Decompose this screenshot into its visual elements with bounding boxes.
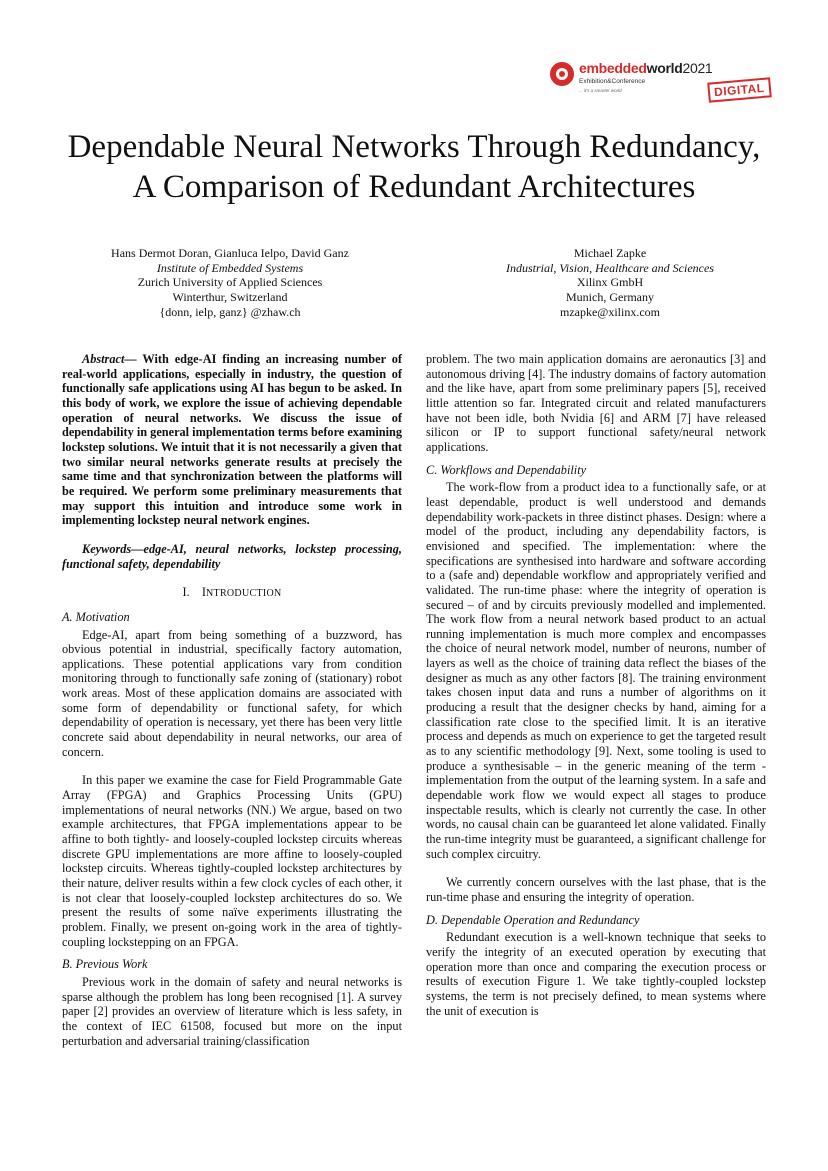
embedded-world-logo (548, 60, 768, 110)
author-institute: Industrial, Vision, Healthcare and Sciences (506, 260, 714, 275)
paragraph: The work-flow from a product idea to a functionally safe, or at least dependable, product is well understood and demands dependability work-packets in three distinct phases. Design: where a model of the product, including any dependability factors, is envisioned and specified. The implementation: where the specifications are synthesised into hardware and software according to a (safe and) dependable workflow and appropriately verified and validated. The run-time phase: where the integrity of operation is secured – of and by circuits previously modelled and implemented. The work flow from a neural network based product to an actual running implementation is much more complex and encompasses the choice of neural network model, number of neurons, number of layers as well as the choice of training data reflect the biases of the designer as much as any other factors [8]. The training environment takes chosen input data and runs a number of algorithms on it producing a result that the designer checks by hand, aiming for a classification rate close to the specified limit. It is an iterative process and depends as much on experience to get the targeted result as to any scientific methodology [9]. Next, some tooling is used to produce a synthesisable – in the generic meaning of the term - implementation from the output of the learning system. In a safe and dependable work flow we would expect all stages to produce inspectable results, which is clearly not currently the case. In other words, no causal chain can be guaranteed let alone validated. Finally the run-time integrity must be guaranteed, a significant challenge for such complex circuitry. (426, 480, 766, 861)
author-location: Munich, Germany (566, 290, 654, 305)
author-email: {donn, ielp, ganz} @zhaw.ch (159, 304, 301, 319)
digital-badge: DIGITAL (707, 77, 771, 102)
author-email: mzapke@xilinx.com (559, 304, 661, 319)
subsection-heading-workflows: C. Workflows and Dependability (426, 462, 587, 477)
section-heading-introduction: I. INTRODUCTION (182, 585, 282, 600)
paragraph: Redundant execution is a well-known technique that seeks to verify the integrity of an executed operation by executing that operation more than once and comparing the execution process or results of execution Figure 1. We take tightly-coupled lockstep systems, the term is not precisely defined, to mean systems where the unit of execution is (426, 930, 766, 1018)
author-org: Zurich University of Applied Sciences (137, 275, 323, 290)
subsection-heading-dependable-operation: D. Dependable Operation and Redundancy (426, 912, 640, 927)
logo-brand: embeddedworld2021 (579, 60, 713, 76)
author-institute: Institute of Embedded Systems (156, 260, 304, 275)
paragraph: We currently concern ourselves with the last phase, that is the run-time phase and ensuring the integrity of operation. (426, 875, 766, 904)
right-column (426, 352, 766, 1018)
keywords-lead: Keywords— (82, 541, 144, 556)
abstract (62, 352, 402, 528)
author-names: Michael Zapke (573, 246, 647, 260)
title-line-1: Dependable Neural Networks Through Redundancy, (67, 129, 761, 165)
author-location: Winterthur, Switzerland (172, 290, 288, 305)
paragraph: problem. The two main application domains are aeronautics [3] and autonomous driving [4]. The industry domains of factory automation and the like have, apart from some preliminary papers [5], received little attention so far. Integrated circuit and related manufacturers have not been idle, both Nvidia [6] and ARM [7] have released silicon or IP to support functional safety/neural network applications. (426, 352, 766, 454)
abstract-text: With edge-AI finding an increasing number of real-world applications, especially in industry, the question of functionally safe applications using AI has begun to be asked. In this body of work, we explore the issue of achieving dependable operation of neural networks. We discuss the issue of dependability in general implementation terms before examining lockstep solutions. We intuit that it is not necessarily a given that two similar neural networks generate results at precisely the same time and that synchronization between the platforms will be required. We perform some preliminary measurements that may support this intuition and introduce some work in implementing lockstep neural network engines. (62, 352, 402, 528)
left-column (62, 352, 402, 1048)
subsection-heading-motivation: A. Motivation (62, 609, 130, 624)
author-block-2 (430, 246, 790, 320)
logo-subtitle: Exhibition&Conference (579, 78, 646, 85)
paper-title (40, 127, 788, 207)
keywords-text: edge-AI, neural networks, lockstep processing, functional safety, dependability (62, 541, 402, 571)
author-block-1 (80, 246, 380, 320)
logo-mark-icon (550, 62, 574, 86)
paragraph: Previous work in the domain of safety and neural networks is sparse although the problem has long been recognised [1]. A survey paper [2] provides an overview of literature which is less safety, in the context of IEC 61508, focused but more on the input perturbation and adversarial training/classification (62, 974, 402, 1048)
author-org: Xilinx GmbH (576, 275, 644, 290)
keywords (62, 542, 402, 571)
title-line-2: A Comparison of Redundant Architectures (132, 169, 696, 205)
subsection-heading-previous-work: B. Previous Work (62, 957, 148, 972)
paragraph: Edge-AI, apart from being something of a buzzword, has obvious potential in industrial, specifically factory automation, applications. These potential applications vary from condition monitoring through to functionally safe zoning of (stationary) robot work areas. Most of these application domains are associated with some form of dependability or functional safety, for which dependability of operation is necessary, yet there has been very little concrete said about dependability in neural networks, our area of concern. (62, 627, 402, 759)
author-names: Hans Dermot Doran, Gianluca Ielpo, David Ganz (111, 246, 349, 260)
logo-tagline: ... it's a smarter world (579, 88, 622, 93)
abstract-lead: Abstract— (82, 352, 137, 366)
paragraph: In this paper we examine the case for Field Programmable Gate Array (FPGA) and Graphics Processing Units (GPU) implementations of neural networks (NN.) We argue, based on two example architectures, that FPGA implementations appear to be affine to both tightly- and loosely-coupled lockstep circuits whereas discrete GPU implementations are more affine to loosely-coupled lockstep circuits. Whereas tightly-coupled lockstep architectures by their nature, deliver results within a few clock cycles of each other, it is not clear that loosely-coupled lockstep architectures do so. We present the results of some naïve experiments illustrating the problem. Finally, we present on-going work in the area of tightly-coupling lockstepping on an FPGA. (62, 773, 402, 949)
